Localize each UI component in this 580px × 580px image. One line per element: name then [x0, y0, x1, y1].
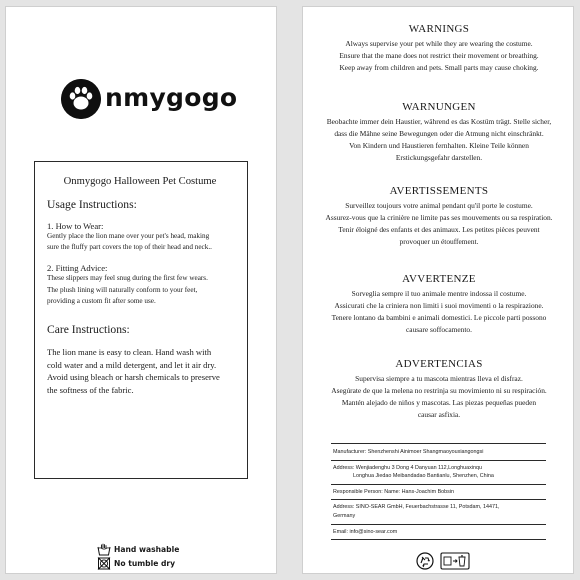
instruction-card [5, 6, 277, 574]
responsible-address-1: Address: SINO-SEAR GmbH, Feuerbachstrasse 11, Potsdam, 14471, [333, 504, 500, 511]
product-title: Onmygogo Halloween Pet Costume [63, 176, 217, 187]
recycle-icon [416, 552, 434, 570]
divider [331, 539, 546, 540]
warning-title-de: WARNUNGEN [402, 101, 476, 113]
care-heading: Care Instructions: [47, 323, 130, 337]
care-text: The lion mane is easy to clean. Hand wash with cold water and a mild detergent, and let it air dry. Avoid using bleach or harsh chemicals to preserve the softness of the fabric. [47, 347, 220, 395]
warning-title-it: AVVERTENZE [402, 273, 476, 285]
usage-heading: Usage Instructions: [47, 198, 137, 211]
warning-title-fr: AVERTISSEMENTS [389, 185, 489, 197]
manufacturer-info [331, 443, 546, 540]
responsible-address-2: Germany [333, 512, 356, 519]
contact-email: Email: info@sino-sear.com [333, 528, 398, 535]
warnings-card [302, 6, 574, 574]
fitting-advice-text: These slippers may feel snug during the first few wears. The plush lining will naturally conform to your feet, providing a custom fit after some use. [47, 274, 208, 305]
brand-name: nmygogo [105, 83, 238, 112]
care-symbol-no-tumble [97, 557, 175, 570]
hand-wash-icon [97, 543, 111, 556]
warning-section-de: WARNUNGEN Beobachte immer dein Haustier, während es das Kostüm trägt. Stelle sicher, dass die Mähne seine Bewegungen oder die Atmung nicht einschränkt. Von Kindern und Haustieren fernhalten. Kleine Teile können Erstickungsgefahr darstellen. [303, 101, 575, 164]
warning-section-it: AVVERTENZE Sorveglia sempre il tuo animale mentre indossa il costume. Assicurati che la criniera non limiti i suoi movimenti o la respirazione. Tenere lontano da bambini e animali domestici. Le piccole parti possono causare soffocamento. [303, 273, 575, 336]
instructions-box [34, 161, 248, 479]
manufacturer-name: Manufacturer: Shenzhenshi Ainimoer Shangmaoyouxiangongsi [333, 449, 484, 455]
warning-section-en: WARNINGS Always supervise your pet while they are wearing the costume. Ensure that the mane does not restrict their movement or breathing. Keep away from children and pets. Small parts may cause choking. [303, 23, 575, 74]
manufacturer-address-2: Longhua Jiedao Meibandadao Bantianlu, Shenzhen, China [353, 473, 494, 480]
how-to-wear-text: Gently place the lion mane over your pet's head, making sure the fluffy part covers the top of their head and neck.. [47, 232, 212, 252]
no-tumble-dry-label: No tumble dry [114, 559, 176, 568]
paw-logo-icon [61, 79, 101, 119]
responsible-person: Responsible Person: Name: Hans-Joachim Bobsin [333, 488, 455, 495]
brand-logo [61, 79, 238, 125]
packaging-disposal-icon [440, 552, 470, 570]
manufacturer-address-1: Address: Wenjiadenghu 3 Dong 4 Danyuan 112,Longhuaxinqu [333, 464, 483, 471]
disposal-symbols [416, 552, 470, 570]
fitting-advice-heading: 2. Fitting Advice: [47, 263, 108, 274]
hand-wash-label: Hand washable [114, 545, 180, 554]
warning-section-es: ADVERTENCIAS Supervisa siempre a tu mascota mientras lleva el disfraz. Asegúrate de que la melena no restrinja su movimiento ni su respiración. Mantén alejado de niños y mascotas. Las piezas pequeñas pueden causar asfixia. [303, 358, 575, 421]
no-tumble-dry-icon [97, 557, 111, 570]
care-symbol-hand-wash [97, 543, 179, 556]
warning-section-fr: AVERTISSEMENTS Surveillez toujours votre animal pendant qu'il porte le costume. Assurez-vous que la crinière ne limite pas ses mouvements ou sa respiration. Tenir éloigné des enfants et des animaux. Les petites pièces peuvent provoquer un étouffement. [303, 185, 575, 248]
warning-title-es: ADVERTENCIAS [395, 358, 483, 370]
warning-title-en: WARNINGS [408, 23, 470, 35]
how-to-wear-heading: 1. How to Wear: [47, 221, 104, 231]
